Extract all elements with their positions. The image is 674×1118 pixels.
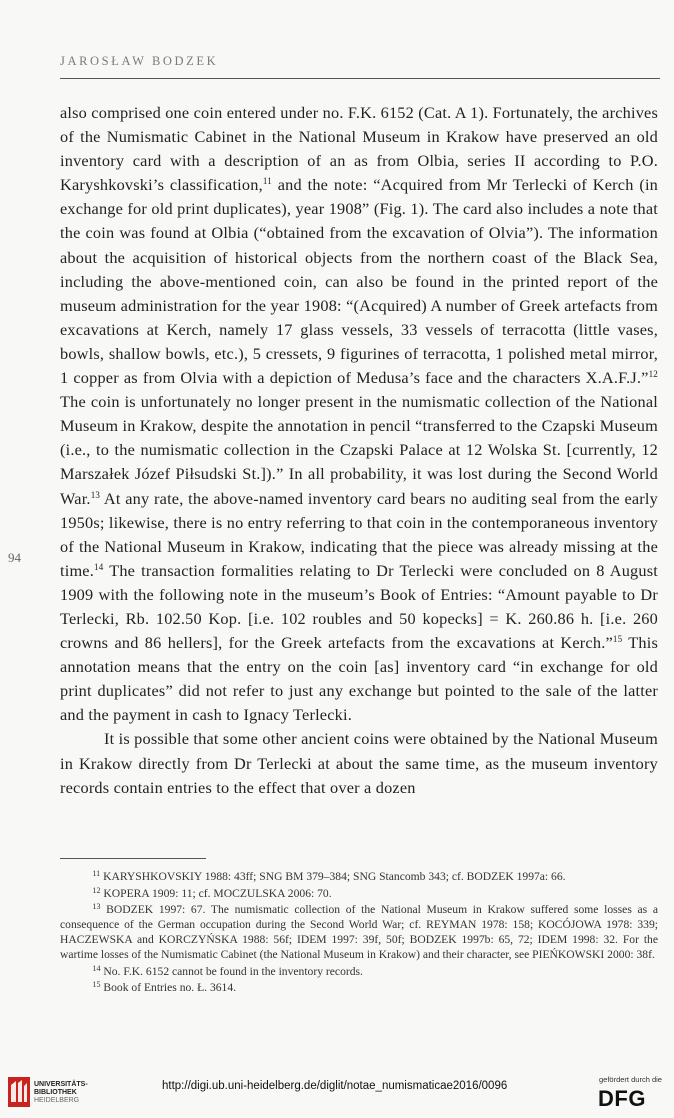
university-library-logo-icon[interactable] <box>8 1077 30 1107</box>
footnote-11: $^{11}$ KARYSHKOVSKIY 1988: 43ff; SNG BM 379–384; SNG Stancomb 343; cf. BODZEK 1997a: 66. <box>92 869 566 883</box>
page-number: 94 <box>8 550 21 565</box>
source-url-link[interactable]: http://digi.ub.uni-heidelberg.de/diglit/notae_numismaticae2016/0096 <box>162 1080 508 1092</box>
paragraph-1: also comprised one coin entered under no. F.K. 6152 (Cat. A 1). Fortunately, the archives of the Numismatic Cabinet in the National Museum in Krakow have preserved an old inventory card with a description of an as from Olbia, series II according to P.O. Karyshkovski’s classification,$^{11}$ and the note: “Acquired from Mr Terlecki of Kerch (in exchange for old print duplicates), year 1908” (Fig. 1). The card also includes a note that the coin was found at Olbia (“obtained from the excavation of Olvia”). The information about the acquisition of historical objects from the northern coast of the Black Sea, including the above-mentioned coin, can also be found in the printed report of the museum administration for the year 1908: “(Acquired) A number of Greek artefacts from excavations at Kerch, namely 17 glass vessels, 33 vessels of terracotta (little vases, bowls, shallow bowls, etc.), 5 cressets, 9 figurines of terracotta, 1 polished metal mirror, 1 copper as from Olvia with a depiction of Medusa’s face and the characters X.A.F.J.”$^{12}$ The coin is unfortunately no longer present in the numismatic collection of the National Museum in Krakow, despite the annotation in pencil “transferred to the Czapski Museum (i.e., to the numismatic collection in the Czapski Palace at 12 Wolska St. [currently, 12 Marszałek Józef Piłsudski St.]).” In all probability, it was lost during the Second World War.$^{13}$ At any rate, the above-named inventory card bears no auditing seal from the early 1950s; likewise, there is no entry referring to that coin in the contemporaneous inventory of the National Museum in Krakow, indicating that the piece was already missing at the time.$^{14}$ The transaction formalities relating to Dr Terlecki were concluded on 8 August 1909 with the following note in the museum’s Book of Entries: “Amount payable to Dr Terlecki, Rb. 102.50 Kop. [i.e. 102 roubles and 50 kopecks] = K. 260.86 h. [i.e. 260 crowns and 86 hellers], for the Greek artefacts from the excavations at Kerch.”$^{15}$ This annotation means that the entry on the coin [as] inventory card “in exchange for old print duplicates” did not refer to just any exchange but pointed to the sale of the latter and the payment in cash to Ignacy Terlecki. <box>60 103 659 725</box>
dfg-logo[interactable]: DFG <box>598 1086 646 1111</box>
dfg-caption: gefördert durch die <box>599 1075 662 1084</box>
footnote-ref-14[interactable]: 14 <box>94 561 104 572</box>
footnote-12: $^{12}$ KOPERA 1909: 11; cf. MOCZULSKA 2006: 70. <box>92 885 332 900</box>
body-text <box>60 101 658 800</box>
university-library-name[interactable]: UNIVERSITÄTS- BIBLIOTHEK HEIDELBERG <box>34 1081 88 1104</box>
footnote-ref-11[interactable]: 11 <box>262 176 272 187</box>
paragraph-2: It is possible that some other ancient coins were obtained by the National Museum in Krakow directly from Dr Terlecki at about the same time, as the museum inventory records contain entries to the effect that over a dozen <box>60 729 658 797</box>
footnote-13: $^{13}$ BODZEK 1997: 67. The numismatic collection of the National Museum in Krakow suffered some losses as a consequence of the German occupation during the Second World War; cf. REYMAN 1978: 158; KOCÓJOWA 1978: 339; HACZEWSKA and KORCZYŃSKA 1988: 56f; IDEM 1997: 39f, 50f; BODZEK 1997b: 65, 72; IDEM 1998: 32. For the wartime losses of the Numismatic Cabinet (the National Museum in Krakow) and their character, see PIEŃKOWSKI 2000: 38f. <box>60 902 658 961</box>
header-rule <box>60 78 660 79</box>
running-head: JAROSŁAW BODZEK <box>60 54 219 68</box>
footnotes <box>60 869 658 997</box>
footnote-ref-13[interactable]: 13 <box>90 489 101 500</box>
footnote-ref-12[interactable]: 12 <box>648 369 658 380</box>
footnote-14: $^{14}$ No. F.K. 6152 cannot be found in the inventory records. <box>92 963 363 978</box>
footnote-15: $^{15}$ Book of Entries no. Ł. 3614. <box>92 980 237 994</box>
footnote-rule <box>60 858 206 859</box>
footnote-ref-15[interactable]: 15 <box>612 634 623 645</box>
